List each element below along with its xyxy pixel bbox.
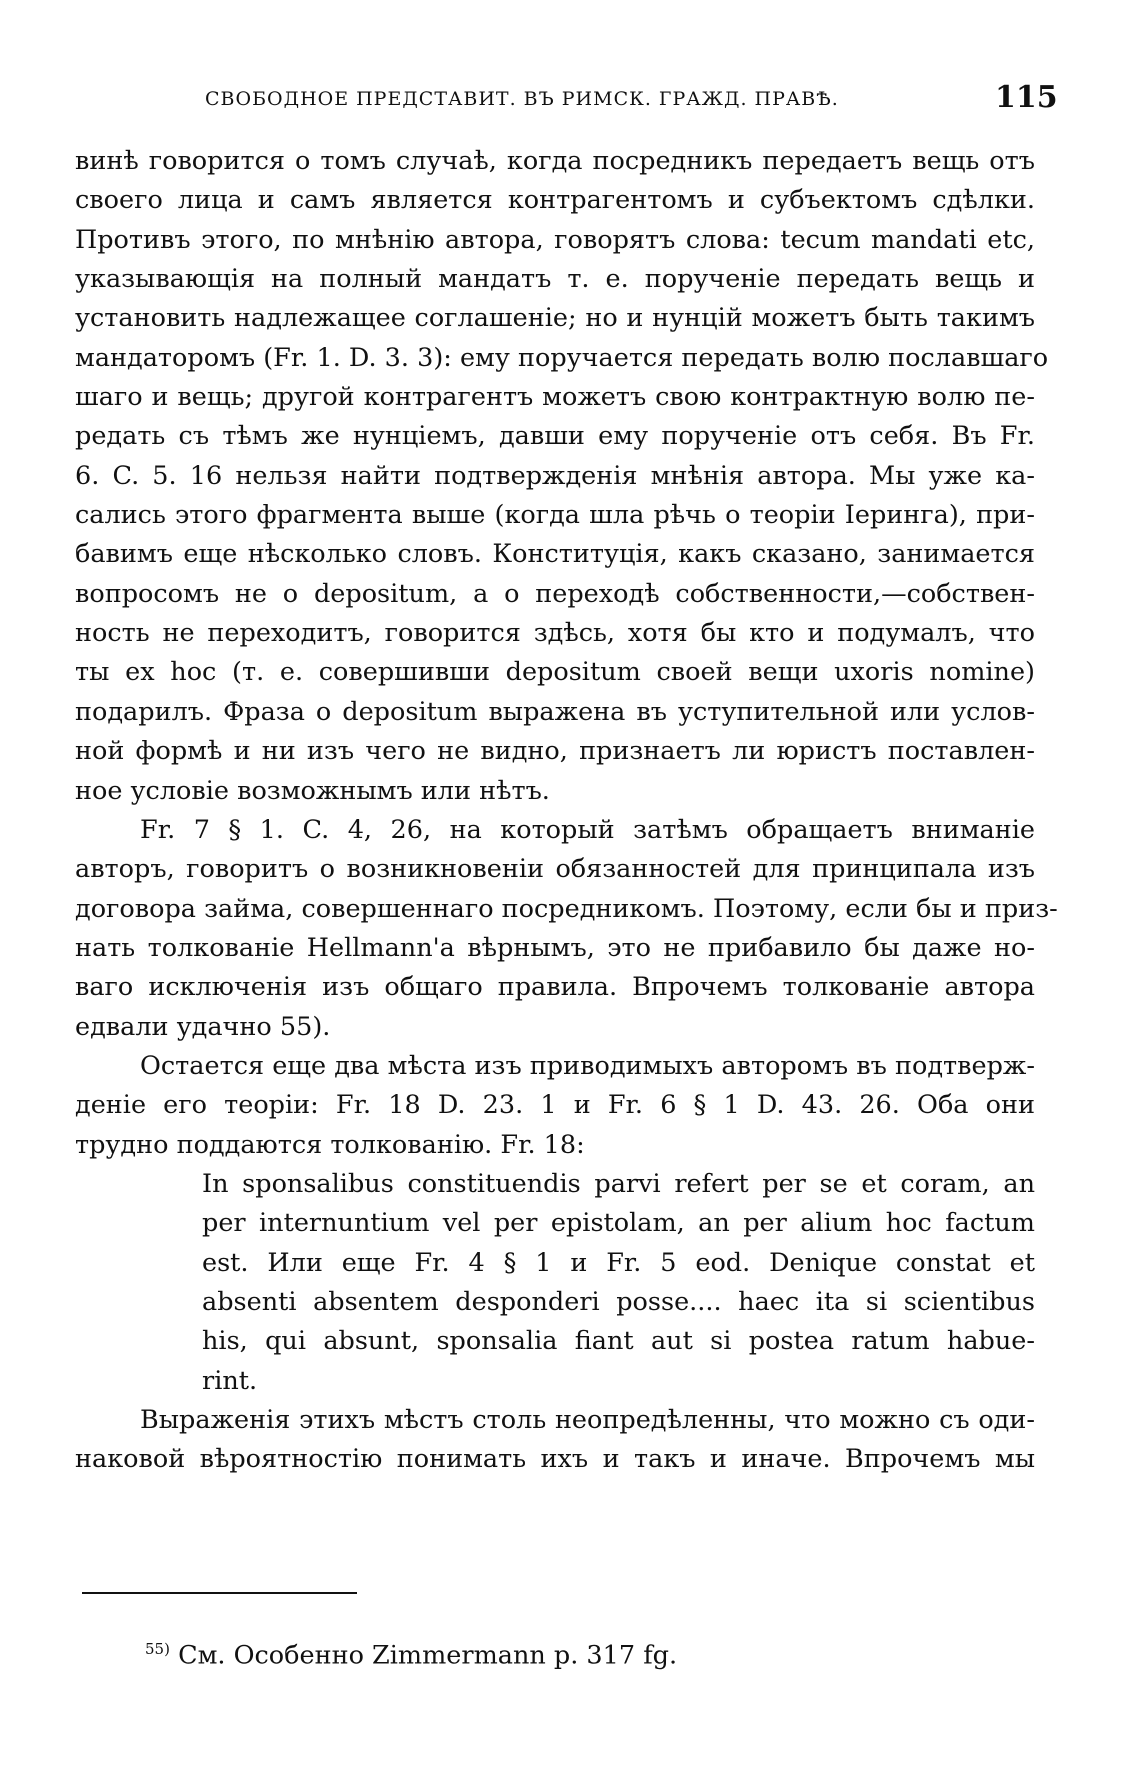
text-line: редать съ тѣмъ же нунціемъ, давши ему порученіе отъ себя. Въ Fr.	[75, 421, 1035, 452]
text-line: указывающія на полный мандатъ т. е. порученіе передать вещь и	[75, 264, 1035, 295]
text-line: сались этого фрагмента выше (когда шла рѣчь о теоріи Іеринга), при-	[75, 500, 1035, 531]
quote-line: per internuntium vel per epistolam, an per alium hoc factum	[202, 1208, 1035, 1239]
text-line: подарилъ. Фраза о depositum выражена въ уступительной или услов-	[75, 696, 1035, 727]
quote-line: In sponsalibus constituendis parvi refert per se et coram, an	[202, 1168, 1035, 1199]
text-line: нать толкованіе Hellmann'a вѣрнымъ, это не прибавило бы даже но-	[75, 932, 1035, 963]
text-line: авторъ, говоритъ о возникновеніи обязанностей для принципала изъ	[75, 854, 1035, 885]
text-line: ность не переходитъ, говорится здѣсь, хотя бы кто и подумалъ, что	[75, 618, 1035, 649]
text-line: ты ex hoc (т. е. совершивши depositum своей вещи uxoris nomine)	[75, 657, 1035, 688]
text-line: 6. C. 5. 16 нельзя найти подтвержденія мнѣнія автора. Мы уже ка-	[75, 460, 1035, 491]
text-line: деніе его теоріи: Fr. 18 D. 23. 1 и Fr. 6 § 1 D. 43. 26. Оба они	[75, 1090, 1035, 1121]
quote-line: rint.	[202, 1365, 258, 1396]
quote-line: his, qui absunt, sponsalia fiant aut si postea ratum habue-	[202, 1326, 1035, 1357]
text-line: своего лица и самъ является контрагентомъ и субъектомъ сдѣлки.	[75, 185, 1035, 216]
text-line: шаго и вещь; другой контрагентъ можетъ свою контрактную волю пе-	[75, 382, 1035, 413]
text-line: вопросомъ не о depositum, а о переходѣ собственности,—собствен-	[75, 578, 1035, 609]
body-text	[75, 142, 1058, 1480]
page-number: 115	[995, 80, 1058, 115]
paragraph-start-line: Остается еще два мѣста изъ приводимыхъ авторомъ въ подтверж-	[140, 1050, 1035, 1081]
paragraph-start-line: Fr. 7 § 1. C. 4, 26, на который затѣмъ обращаетъ вниманіе	[140, 814, 1035, 845]
quote-line: est. Или еще Fr. 4 § 1 и Fr. 5 eod. Denique constat et	[202, 1247, 1035, 1278]
text-line: винѣ говорится о томъ случаѣ, когда посредникъ передаетъ вещь отъ	[75, 146, 1035, 176]
quote-line: absenti absentem desponderi posse.... haec ita si scientibus	[202, 1286, 1035, 1317]
text-line: наковой вѣроятностію понимать ихъ и такъ и иначе. Впрочемъ мы	[75, 1444, 1035, 1475]
text-line: Противъ этого, по мнѣнію автора, говорятъ слова: tecum mandati etc,	[75, 224, 1035, 255]
text-line: трудно поддаются толкованію. Fr. 18:	[75, 1129, 585, 1160]
footnote-text: См. Особенно Zimmermann p. 317 fg.	[178, 1640, 678, 1671]
running-title: СВОБОДНОЕ ПРЕДСТАВИТ. ВЪ РИМСК. ГРАЖД. ПРАВѢ.	[205, 88, 839, 110]
paragraph-start-line: Выраженія этихъ мѣстъ столь неопредѣленны, что можно съ оди-	[140, 1405, 1035, 1435]
footnote	[145, 1640, 677, 1671]
footnote-divider	[82, 1592, 357, 1594]
text-line: установить надлежащее соглашеніе; но и нунцій можетъ быть такимъ	[75, 303, 1035, 334]
text-line: едвали удачно 55).	[75, 1011, 331, 1042]
text-line: мандаторомъ (Fr. 1. D. 3. 3): ему поручается передать волю пославшаго	[75, 342, 1049, 373]
text-line: ное условіе возможнымъ или нѣтъ.	[75, 775, 550, 806]
text-line: ваго исключенія изъ общаго правила. Впрочемъ толкованіе автора	[75, 972, 1035, 1003]
text-line: договора займа, совершеннаго посредникомъ. Поэтому, если бы и приз-	[75, 893, 1058, 924]
text-line: бавимъ еще нѣсколько словъ. Конституція, какъ сказано, занимается	[75, 539, 1035, 570]
text-line: ной формѣ и ни изъ чего не видно, признаетъ ли юристъ поставлен-	[75, 736, 1035, 767]
footnote-marker: 55)	[145, 1640, 170, 1658]
